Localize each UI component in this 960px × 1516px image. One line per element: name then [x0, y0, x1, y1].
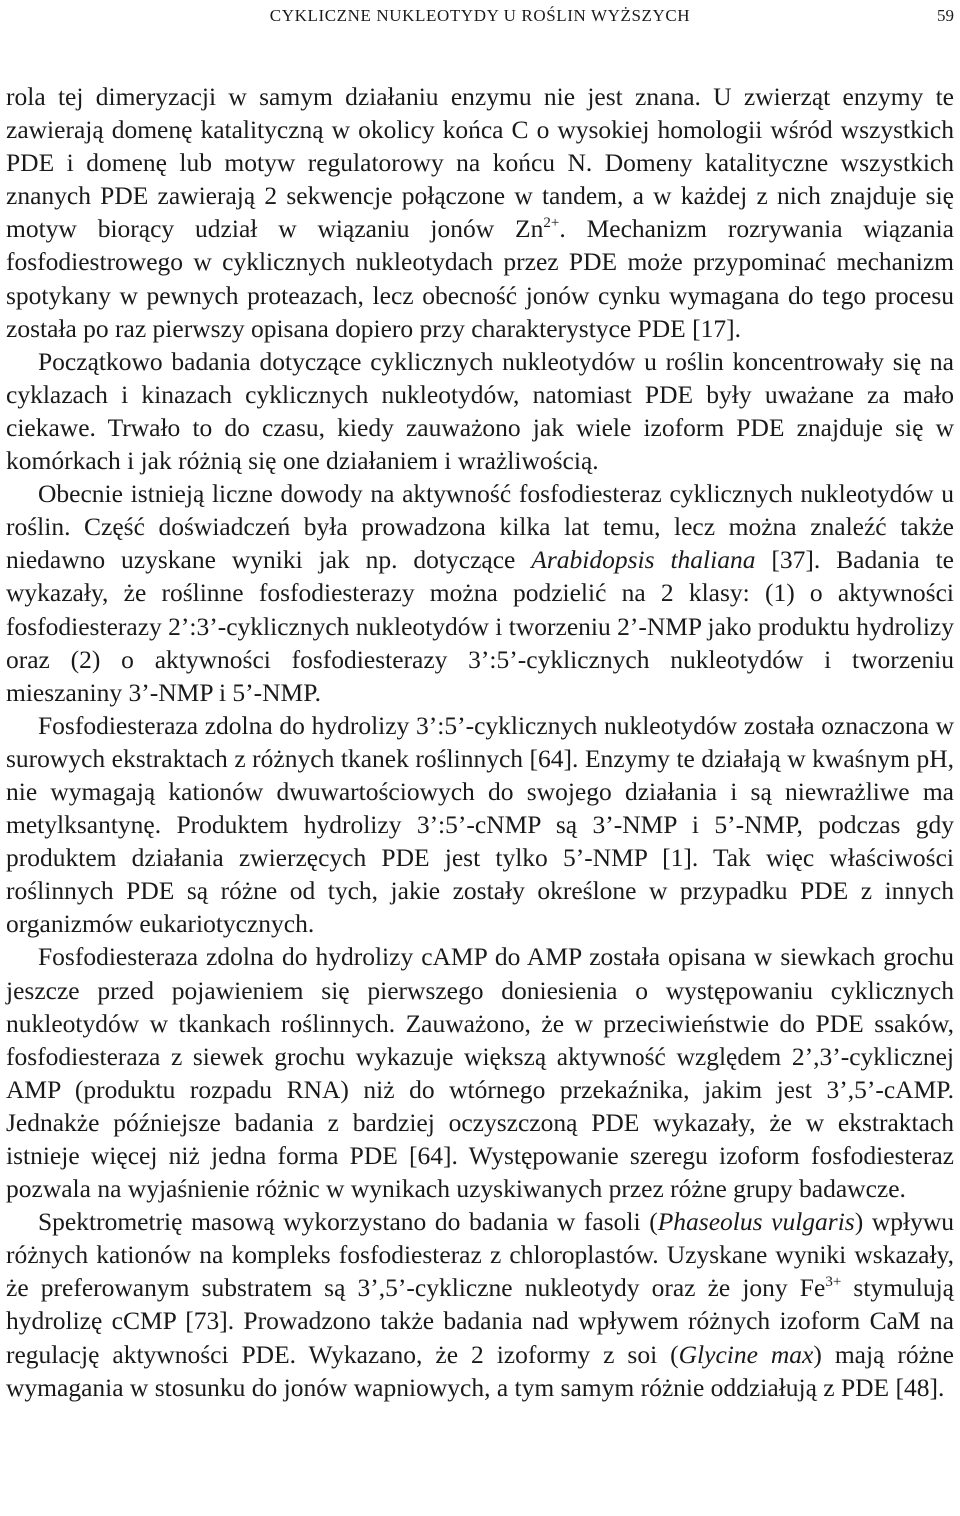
paragraph-5: Fosfodiesteraza zdolna do hydrolizy cAMP do AMP została opisana w siewkach grochu jeszcze przed pojawieniem się pierwszego doniesienia o występowaniu cyklicznych nukleotydów w tkankach roślinnych. Zauważono, że w przeciwieństwie do PDE ssaków, fosfodiesteraza z siewek grochu wykazuje większą aktywność względem 2’,3’-cyklicznej AMP (produktu rozpadu RNA) niż do wtórnego przekaźnika, jakim jest 3’,5’-cAMP. Jednakże późniejsze badania z bardziej oczyszczoną PDE wykazały, że w ekstraktach istnieje więcej niż jedna forma PDE [64]. Występowanie szeregu izoform fosfodiesteraz pozwala na wyjaśnienie różnic w wynikach uzyskiwanych przez różne grupy badawcze. [6, 942, 954, 1204]
paragraph-text: ) mają różne wymagania w stosunku do jonów wapniowych, a tym samym różnie oddziałują z PDE [48]. [6, 1339, 954, 1402]
paragraph-text: ) wpływu różnych kationów na kompleks fosfodiesteraz z chloroplastów. Uzyskane wyniki wskazały, że preferowanym substratem są 3’,5’-cykliczne nukleotydy oraz że jony Fe [6, 1207, 954, 1303]
paragraph-2: Początkowo badania dotyczące cyklicznych nukleotydów u roślin koncentrowały się na cyklazach i kinazach cyklicznych nukleotydów, natomiast PDE były uważane za mało ciekawe. Trwało to do czasu, kiedy zauważono jak wiele izoform PDE znajduje się w komórkach i jak różnią się one działaniem i wrażliwością. [6, 346, 954, 476]
paragraph-6 [6, 1205, 954, 1404]
paragraph-text: . Mechanizm rozrywania wiązania fosfodiestrowego w cyklicznych nukleotydach przez PDE może przypominać mechanizm spotykany w pewnych proteazach, lecz obecność jonów cynku wymagana do tego procesu została po raz pierwszy opisana dopiero przy charakterystyce PDE [17]. [6, 214, 954, 343]
paragraph-1 [6, 80, 954, 345]
species-name: Arabidopsis thaliana [531, 545, 756, 575]
paragraph-3 [6, 477, 954, 709]
running-title: CYKLICZNE NUKLEOTYDY U ROŚLIN WYŻSZYCH [269, 6, 691, 25]
page-number: 59 [937, 6, 954, 25]
paragraph-text: Spektrometrię masową wykorzystano do badania w fasoli ( [38, 1207, 658, 1237]
running-header [0, 6, 960, 26]
paragraph-text: Obecnie istnieją liczne dowody na aktywność fosfodiesteraz cyklicznych nukleotydów u roślin. Część doświadczeń była prowadzona kilka lat temu, lecz można znaleźć także niedawno uzyskane wyniki jak np. dotyczące [6, 479, 954, 575]
species-name: Phaseolus vulgaris [657, 1207, 855, 1237]
article-body [6, 80, 954, 1404]
species-name: Glycine max [678, 1339, 814, 1369]
paragraph-text: stymulują hydrolizę cCMP [73]. Prowadzono także badania nad wpływem różnych izoform CaM na regulację aktywności PDE. Wykazano, że 2 izoformy z soi ( [6, 1273, 954, 1369]
superscript-charge: 2+ [543, 215, 560, 232]
paragraph-text: [37]. Badania te wykazały, że roślinne fosfodiesterazy można podzielić na 2 klasy: (1) o aktywności fosfodiesterazy 2’:3’-cyklicznych nukleotydów i tworzeniu 2’-NMP jako produktu hydrolizy oraz (2) o aktywności fosfodiesterazy 3’:5’-cyklicznych nukleotydów i tworzeniu mieszaniny 3’-NMP i 5’-NMP. [6, 545, 954, 707]
superscript-charge: 3+ [825, 1274, 842, 1291]
paragraph-text: rola tej dimeryzacji w samym działaniu enzymu nie jest znana. U zwierząt enzymy te zawierają domenę katalityczną w okolicy końca C o wysokiej homologii wśród wszystkich PDE i domenę lub motyw regulatorowy na końcu N. Domeny katalityczne wszystkich znanych PDE zawierają 2 sekwencje połączone w tandem, a w każdej z nich znajduje się motyw biorący udział w wiązaniu jonów Zn [6, 82, 954, 244]
paragraph-4: Fosfodiesteraza zdolna do hydrolizy 3’:5’-cyklicznych nukleotydów została oznaczona w surowych ekstraktach z różnych tkanek roślinnych [64]. Enzymy te działają w kwaśnym pH, nie wymagają kationów dwuwartościowych do swojego działania i są niewrażliwe ma metylksantynę. Produktem hydrolizy 3’:5’-cNMP są 3’-NMP i 5’-NMP, podczas gdy produktem działania zwierzęcych PDE jest tylko 5’-NMP [1]. Tak więc właściwości roślinnych PDE są różne od tych, jakie zostały określone w przypadku PDE z innych organizmów eukariotycznych. [6, 710, 954, 939]
